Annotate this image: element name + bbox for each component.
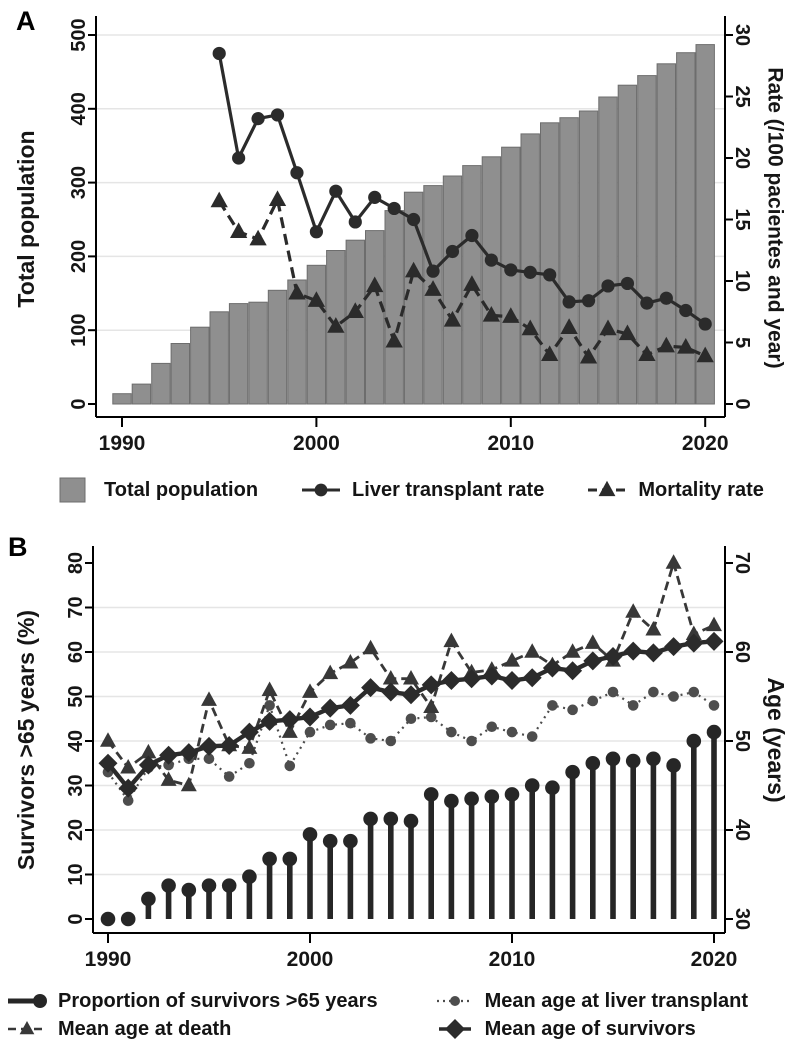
panel-b-legend (0, 980, 800, 1042)
legend-item-mean-age-of-survivors (433, 1016, 796, 1042)
svg-text:Age (years): Age (years) (762, 677, 789, 803)
legend-item-mean-age-at-liver-transplant (433, 988, 796, 1014)
svg-text:70: 70 (731, 551, 753, 575)
svg-text:0: 0 (731, 398, 753, 410)
svg-text:200: 200 (68, 239, 90, 274)
panel-a-chart (0, 2, 800, 464)
svg-text:400: 400 (68, 92, 90, 126)
svg-text:2020: 2020 (690, 948, 738, 971)
legend-label: Proportion of survivors >65 years (58, 989, 378, 1012)
panel-b-letter: B (8, 532, 28, 562)
legend-item-total-population (52, 477, 258, 503)
legend-item-mean-age-at-death (6, 1016, 433, 1042)
legend-item-proportion-of-survivors-65-years (6, 988, 433, 1014)
svg-text:60: 60 (731, 640, 753, 664)
svg-text:0: 0 (68, 398, 90, 410)
legend-label: Mean age of survivors (484, 1017, 696, 1040)
legend-item-mortality-rate (586, 477, 764, 503)
svg-text:30: 30 (65, 774, 87, 797)
svg-text:Rate (/100 pacientes and year): Rate (/100 pacientes and year) (763, 67, 787, 369)
legend-marker-line-diamond (433, 1016, 477, 1042)
panel-a (0, 2, 800, 518)
svg-text:2010: 2010 (488, 948, 536, 971)
legend-item-liver-transplant-rate (300, 477, 544, 503)
legend-marker-dotted-circle (433, 988, 477, 1014)
svg-text:10: 10 (65, 863, 87, 886)
svg-text:25: 25 (731, 85, 753, 108)
svg-text:100: 100 (68, 313, 90, 347)
svg-text:20: 20 (731, 146, 753, 170)
svg-text:10: 10 (731, 269, 753, 293)
svg-text:15: 15 (731, 208, 753, 231)
svg-text:70: 70 (65, 596, 87, 619)
svg-text:1990: 1990 (98, 432, 146, 455)
svg-text:40: 40 (65, 729, 87, 753)
legend-label: Mean age at death (58, 1017, 232, 1040)
svg-text:50: 50 (65, 685, 87, 708)
legend-marker-thick-line-circle (6, 988, 50, 1014)
svg-text:300: 300 (68, 165, 90, 200)
legend-label: Mean age at liver transplant (484, 989, 749, 1012)
svg-text:500: 500 (68, 18, 90, 52)
svg-text:30: 30 (731, 907, 753, 931)
svg-text:Total population: Total population (13, 130, 40, 308)
svg-text:2010: 2010 (487, 432, 535, 455)
svg-text:40: 40 (731, 818, 753, 842)
svg-text:2000: 2000 (293, 432, 340, 455)
legend-label: Total population (104, 478, 259, 501)
series-mean-age-at-liver-transplant (103, 687, 720, 806)
svg-text:50: 50 (731, 729, 753, 753)
panel-a-legend (0, 464, 800, 518)
legend-marker-bar-swatch (52, 477, 96, 503)
legend-marker-dash-triangle (6, 1016, 50, 1042)
svg-text:0: 0 (65, 913, 87, 925)
svg-text:Survivors >65 years (%): Survivors >65 years (%) (13, 609, 40, 871)
svg-text:20: 20 (65, 818, 87, 842)
legend-label: Mortality rate (638, 478, 764, 501)
panel-b (0, 518, 800, 1042)
svg-text:5: 5 (731, 336, 753, 349)
svg-text:1990: 1990 (84, 948, 132, 971)
panel-a-letter: A (16, 6, 36, 36)
legend-label: Liver transplant rate (352, 478, 545, 501)
svg-text:80: 80 (65, 551, 87, 575)
panel-b-chart (0, 518, 800, 980)
legend-marker-line-circle (300, 477, 344, 503)
svg-text:60: 60 (65, 640, 87, 664)
svg-text:2020: 2020 (681, 432, 729, 455)
legend-marker-line-triangle (586, 477, 630, 503)
svg-text:2000: 2000 (286, 948, 334, 971)
svg-text:30: 30 (731, 23, 753, 47)
